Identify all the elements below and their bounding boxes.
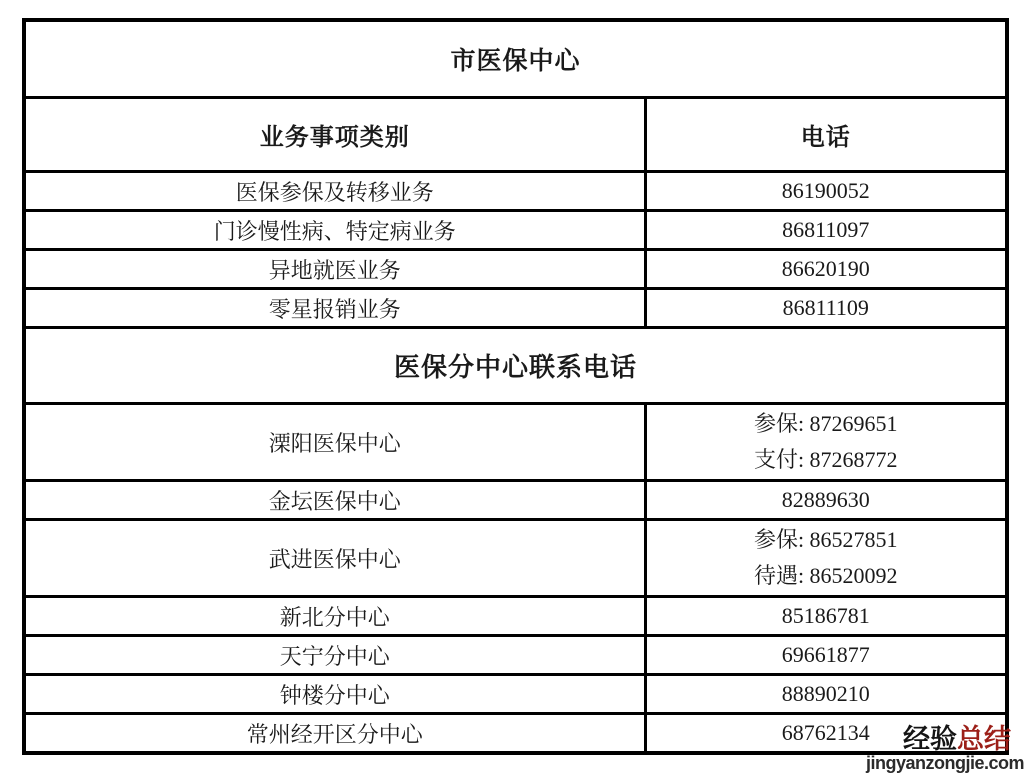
table-row: [24, 636, 1007, 675]
table-row: [24, 98, 1007, 172]
phone-line: 待遇: 86520092: [753, 563, 898, 588]
column-header-category: 业务事项类别: [24, 98, 645, 172]
branch-label: 金坛医保中心: [24, 481, 645, 520]
branch-label: 常州经开区分中心: [24, 714, 645, 754]
watermark-text-red: 总结: [957, 724, 1011, 754]
branch-label: 新北分中心: [24, 597, 645, 636]
branch-phone-cell: 69661877: [645, 636, 1007, 675]
branch-phone-cell: 85186781: [645, 597, 1007, 636]
watermark-text-black: 经验: [903, 724, 957, 754]
table-row: [24, 481, 1007, 520]
branch-phone-cell: [645, 404, 1007, 481]
watermark-logo: [903, 724, 1011, 754]
service-label: 异地就医业务: [24, 250, 645, 289]
branch-label: 钟楼分中心: [24, 675, 645, 714]
service-phone: 86811097: [645, 211, 1007, 250]
table-row: [24, 675, 1007, 714]
medical-insurance-phone-table: [22, 18, 1009, 755]
service-phone: 86620190: [645, 250, 1007, 289]
watermark-domain: jingyanzongjie.com: [866, 753, 1024, 773]
branch-phone-cell: [645, 520, 1007, 597]
table-row: [24, 289, 1007, 328]
branch-label: 武进医保中心: [24, 520, 645, 597]
table-row: [24, 404, 1007, 481]
phone-line: 参保: 86527851: [753, 527, 898, 552]
table-row: [24, 328, 1007, 404]
branch-label: 天宁分中心: [24, 636, 645, 675]
service-label: 门诊慢性病、特定病业务: [24, 211, 645, 250]
service-phone: 86190052: [645, 172, 1007, 211]
column-header-phone: 电话: [645, 98, 1007, 172]
service-phone: 86811109: [645, 289, 1007, 328]
branch-phone-cell: 82889630: [645, 481, 1007, 520]
phone-line: 参保: 87269651: [753, 411, 898, 436]
table-row: [24, 250, 1007, 289]
service-label: 医保参保及转移业务: [24, 172, 645, 211]
table-title: 市医保中心: [24, 20, 1007, 98]
service-label: 零星报销业务: [24, 289, 645, 328]
table-row: [24, 714, 1007, 754]
phone-line: 支付: 87268772: [753, 447, 898, 472]
branch-phone-cell: 88890210: [645, 675, 1007, 714]
branch-phone-cell: 68762134: [645, 714, 1007, 754]
table-row: [24, 211, 1007, 250]
branch-label: 溧阳医保中心: [24, 404, 645, 481]
table-row: [24, 520, 1007, 597]
table-row: [24, 597, 1007, 636]
section-header: 医保分中心联系电话: [24, 328, 1007, 404]
table-row: [24, 172, 1007, 211]
table-row: [24, 20, 1007, 98]
